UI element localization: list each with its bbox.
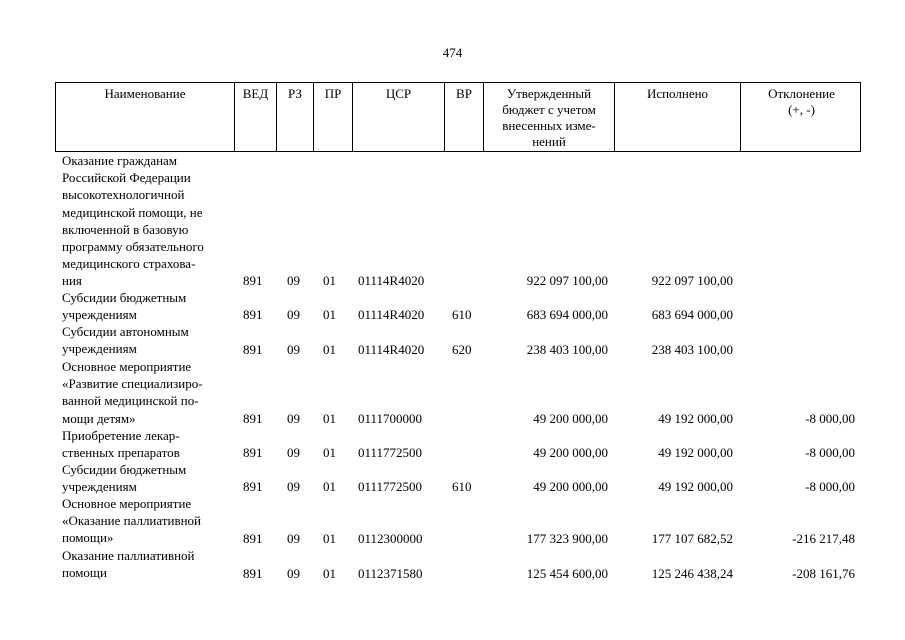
row-ved: 891 [243,411,263,426]
row-executed: 238 403 100,00 [651,342,733,357]
row-csr: 0112300000 [358,531,423,546]
row-executed: 683 694 000,00 [651,307,733,322]
row-name: Оказание гражданам Российской Федерации высокотехнологичной медицинской помощи, не включенной в базовую программу обязательного медицинского страхова- ния [62,153,204,289]
row-ved: 891 [243,342,263,357]
row-deviation: -208 161,76 [792,566,855,581]
row-pr: 01 [323,411,336,426]
row-vr: 610 [452,307,472,322]
row-budget: 238 403 100,00 [526,342,608,357]
row-pr: 01 [323,307,336,322]
header-csr: ЦСР [353,83,445,151]
row-pr: 01 [323,531,336,546]
row-budget: 49 200 000,00 [533,445,608,460]
row-name: Субсидии бюджетным учреждениям [62,462,187,495]
header-rz: РЗ [277,83,314,151]
row-budget: 49 200 000,00 [533,411,608,426]
row-name: Основное мероприятие «Оказание паллиативной помощи» [62,496,202,546]
header-executed: Исполнено [615,83,741,151]
header-pr: ПР [314,83,353,151]
header-ved: ВЕД [235,83,277,151]
row-rz: 09 [287,479,300,494]
row-budget: 683 694 000,00 [526,307,608,322]
row-rz: 09 [287,273,300,288]
row-executed: 49 192 000,00 [658,445,733,460]
row-csr: 0111772500 [358,445,423,460]
header-deviation: Отклонение (+, -) [768,86,835,117]
row-csr: 0112371580 [358,566,423,581]
row-csr: 0111772500 [358,479,423,494]
row-deviation: -216 217,48 [792,531,855,546]
row-executed: 49 192 000,00 [658,479,733,494]
row-pr: 01 [323,342,336,357]
row-ved: 891 [243,566,263,581]
row-ved: 891 [243,479,263,494]
row-rz: 09 [287,411,300,426]
row-deviation: -8 000,00 [805,479,855,494]
row-name: Основное мероприятие «Развитие специализиро- ванной медицинской по- мощи детям» [62,359,203,426]
row-executed: 177 107 682,52 [651,531,733,546]
row-rz: 09 [287,342,300,357]
row-vr: 620 [452,342,472,357]
row-pr: 01 [323,479,336,494]
row-ved: 891 [243,531,263,546]
row-rz: 09 [287,445,300,460]
row-vr: 610 [452,479,472,494]
row-ved: 891 [243,445,263,460]
row-rz: 09 [287,566,300,581]
row-ved: 891 [243,307,263,322]
row-csr: 01114R4020 [358,307,425,322]
row-name: Субсидии автономным учреждениям [62,324,189,357]
row-name: Субсидии бюджетным учреждениям [62,290,187,323]
header-budget: Утвержденный бюджет с учетом внесенных изме- нений [484,83,615,151]
header-name: Наименование [56,83,235,151]
row-budget: 922 097 100,00 [526,273,608,288]
table-header [55,82,861,152]
row-rz: 09 [287,307,300,322]
row-ved: 891 [243,273,263,288]
row-pr: 01 [323,445,336,460]
row-pr: 01 [323,566,336,581]
row-budget: 177 323 900,00 [526,531,608,546]
row-executed: 125 246 438,24 [651,566,733,581]
row-csr: 01114R4020 [358,273,425,288]
row-executed: 922 097 100,00 [651,273,733,288]
row-name: Приобретение лекар- ственных препаратов [62,428,180,461]
row-deviation: -8 000,00 [805,411,855,426]
row-rz: 09 [287,531,300,546]
row-pr: 01 [323,273,336,288]
row-budget: 125 454 600,00 [526,566,608,581]
row-budget: 49 200 000,00 [533,479,608,494]
header-vr: ВР [445,83,484,151]
row-csr: 0111700000 [358,411,423,426]
page-number: 474 [442,45,463,60]
row-deviation: -8 000,00 [805,445,855,460]
row-executed: 49 192 000,00 [658,411,733,426]
row-name: Оказание паллиативной помощи [62,548,195,581]
row-csr: 01114R4020 [358,342,425,357]
